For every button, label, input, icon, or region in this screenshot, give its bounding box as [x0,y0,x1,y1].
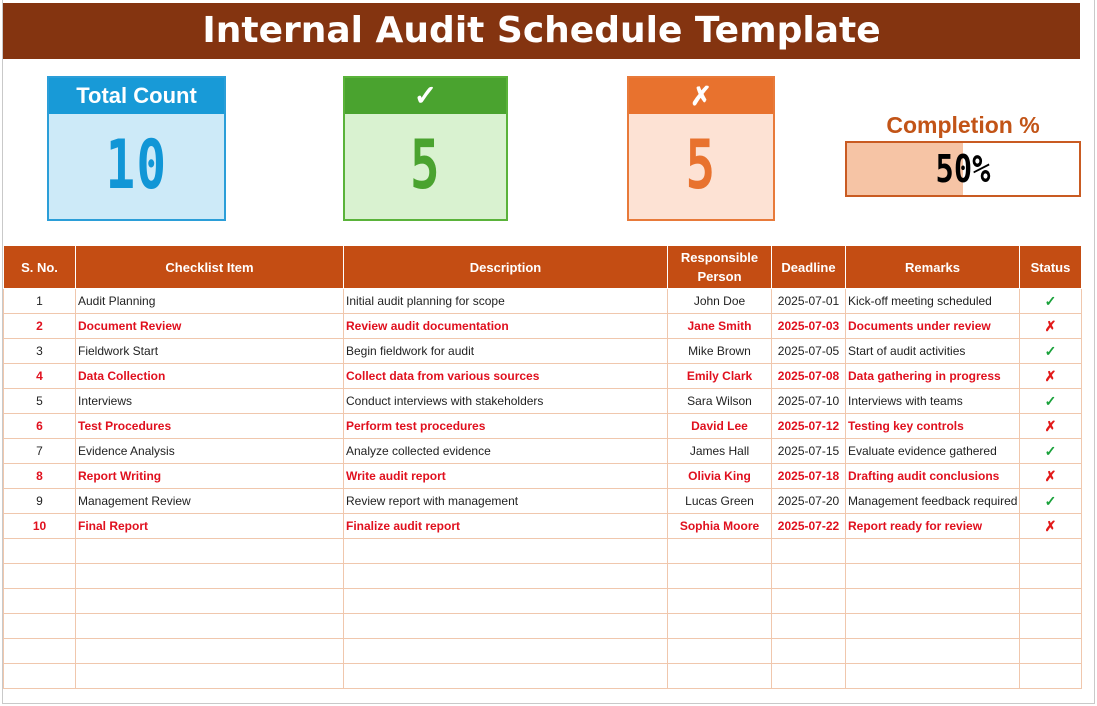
cell-responsible-person[interactable]: Emily Clark [668,364,772,389]
cell-description[interactable]: Analyze collected evidence [344,439,668,464]
cell-deadline[interactable]: 2025-07-15 [772,439,846,464]
cell-description[interactable]: Write audit report [344,464,668,489]
table-row [4,289,1082,314]
cell-checklist-item[interactable]: Fieldwork Start [76,339,344,364]
cell-checklist-item[interactable] [76,539,344,564]
cell-sno[interactable]: 2 [4,314,76,339]
cell-description[interactable]: Perform test procedures [344,414,668,439]
column-header-status[interactable]: Status [1020,246,1082,289]
cell-sno[interactable]: 7 [4,439,76,464]
cell-remarks[interactable] [846,539,1020,564]
cell-description[interactable]: Finalize audit report [344,514,668,539]
total-count-card [47,76,226,221]
table-row [4,464,1082,489]
audit-schedule-table [3,246,1082,689]
cell-description[interactable]: Review report with management [344,489,668,514]
empty-table-row [4,564,1082,589]
cell-sno[interactable] [4,539,76,564]
cell-sno[interactable] [4,589,76,614]
check-icon: ✓ [1044,292,1057,309]
cell-checklist-item[interactable] [76,664,344,689]
cross-icon: ✗ [1044,367,1057,384]
cell-deadline[interactable] [772,614,846,639]
table-row [4,439,1082,464]
cell-responsible-person[interactable]: Jane Smith [668,314,772,339]
cell-sno[interactable]: 1 [4,289,76,314]
completion-value: 50% [935,147,991,191]
cell-status[interactable] [1020,589,1082,614]
cell-status[interactable] [1020,564,1082,589]
cell-deadline[interactable]: 2025-07-03 [772,314,846,339]
cell-deadline[interactable]: 2025-07-08 [772,364,846,389]
cell-responsible-person[interactable]: James Hall [668,439,772,464]
page-title: Internal Audit Schedule Template [3,3,1080,59]
completed-count-card [343,76,508,221]
cell-deadline[interactable]: 2025-07-05 [772,339,846,364]
cross-icon: ✗ [1044,317,1057,334]
completed-count-value: 5 [410,126,441,205]
total-count-label: Total Count [49,78,224,114]
cell-description[interactable]: Collect data from various sources [344,364,668,389]
cross-icon: ✗ [1044,517,1057,534]
cell-description[interactable]: Begin fieldwork for audit [344,339,668,364]
cell-remarks[interactable] [846,639,1020,664]
cell-sno[interactable]: 4 [4,364,76,389]
cell-status[interactable] [1020,389,1082,414]
cell-deadline[interactable]: 2025-07-20 [772,489,846,514]
table-row [4,414,1082,439]
cell-description[interactable]: Review audit documentation [344,314,668,339]
cell-responsible-person[interactable]: Sara Wilson [668,389,772,414]
cell-responsible-person[interactable] [668,564,772,589]
cell-deadline[interactable]: 2025-07-01 [772,289,846,314]
cell-responsible-person[interactable]: Sophia Moore [668,514,772,539]
cell-responsible-person[interactable]: Mike Brown [668,339,772,364]
table-row [4,514,1082,539]
cell-responsible-person[interactable] [668,614,772,639]
cell-checklist-item[interactable] [76,564,344,589]
table-row [4,314,1082,339]
column-header-deadline[interactable]: Deadline [772,246,846,289]
cell-sno[interactable]: 9 [4,489,76,514]
cell-checklist-item[interactable]: Interviews [76,389,344,414]
column-header-checklist-item[interactable]: Checklist Item [76,246,344,289]
cell-description[interactable]: Conduct interviews with stakeholders [344,389,668,414]
cell-checklist-item[interactable]: Test Procedures [76,414,344,439]
cell-responsible-person[interactable]: David Lee [668,414,772,439]
cross-icon: ✗ [1044,417,1057,434]
column-header-responsible-person[interactable]: Responsible Person [668,246,772,289]
empty-table-row [4,639,1082,664]
empty-table-row [4,614,1082,639]
cell-remarks[interactable]: Drafting audit conclusions [846,464,1020,489]
cell-sno[interactable]: 8 [4,464,76,489]
cell-checklist-item[interactable] [76,639,344,664]
empty-table-row [4,664,1082,689]
table-header-row [4,246,1082,289]
cell-status[interactable] [1020,289,1082,314]
table-row [4,389,1082,414]
cell-description[interactable] [344,639,668,664]
cell-sno[interactable] [4,564,76,589]
cell-responsible-person[interactable]: Lucas Green [668,489,772,514]
cell-deadline[interactable]: 2025-07-18 [772,464,846,489]
cell-checklist-item[interactable]: Management Review [76,489,344,514]
cell-deadline[interactable] [772,539,846,564]
cell-status[interactable] [1020,314,1082,339]
cell-status[interactable] [1020,489,1082,514]
empty-table-row [4,589,1082,614]
check-icon: ✓ [1044,392,1057,409]
cell-sno[interactable] [4,614,76,639]
cell-status[interactable] [1020,664,1082,689]
cell-deadline[interactable] [772,564,846,589]
check-icon: ✓ [1044,442,1057,459]
cell-description[interactable]: Initial audit planning for scope [344,289,668,314]
cell-responsible-person[interactable] [668,589,772,614]
cell-remarks[interactable]: Report ready for review [846,514,1020,539]
cell-responsible-person[interactable] [668,664,772,689]
table-row [4,489,1082,514]
cell-remarks[interactable]: Management feedback required [846,489,1020,514]
pending-count-card [627,76,775,221]
cell-remarks[interactable]: Kick-off meeting scheduled [846,289,1020,314]
column-header-remarks[interactable]: Remarks [846,246,1020,289]
cell-sno[interactable] [4,639,76,664]
cell-checklist-item[interactable]: Evidence Analysis [76,439,344,464]
pending-count-value: 5 [685,126,717,205]
cell-status[interactable] [1020,339,1082,364]
cell-description[interactable] [344,539,668,564]
cell-sno[interactable]: 6 [4,414,76,439]
cell-sno[interactable]: 5 [4,389,76,414]
cell-remarks[interactable]: Documents under review [846,314,1020,339]
empty-table-row [4,539,1082,564]
cell-status[interactable] [1020,639,1082,664]
cell-description[interactable] [344,564,668,589]
cell-description[interactable] [344,614,668,639]
cell-remarks[interactable]: Start of audit activities [846,339,1020,364]
check-icon: ✓ [345,78,506,114]
cell-remarks[interactable]: Evaluate evidence gathered [846,439,1020,464]
cross-icon: ✗ [629,78,773,114]
total-count-value: 10 [105,126,168,205]
table-row [4,339,1082,364]
cell-checklist-item[interactable]: Data Collection [76,364,344,389]
cell-checklist-item[interactable] [76,614,344,639]
cell-deadline[interactable] [772,589,846,614]
cell-sno[interactable] [4,664,76,689]
cell-status[interactable] [1020,464,1082,489]
cell-status[interactable] [1020,414,1082,439]
check-icon: ✓ [1044,492,1057,509]
column-header-description[interactable]: Description [344,246,668,289]
cell-checklist-item[interactable]: Audit Planning [76,289,344,314]
cell-deadline[interactable]: 2025-07-10 [772,389,846,414]
cell-remarks[interactable]: Data gathering in progress [846,364,1020,389]
cell-description[interactable] [344,664,668,689]
completion-label: Completion % [886,112,1040,138]
cell-responsible-person[interactable] [668,539,772,564]
table-row [4,364,1082,389]
cell-status[interactable] [1020,539,1082,564]
column-header-sno[interactable]: S. No. [4,246,76,289]
cell-remarks[interactable]: Testing key controls [846,414,1020,439]
cell-sno[interactable]: 3 [4,339,76,364]
cell-remarks[interactable] [846,664,1020,689]
cross-icon: ✗ [1044,467,1057,484]
cell-deadline[interactable] [772,664,846,689]
cell-checklist-item[interactable] [76,589,344,614]
cell-checklist-item[interactable]: Final Report [76,514,344,539]
cell-remarks[interactable] [846,614,1020,639]
cell-remarks[interactable] [846,589,1020,614]
cell-checklist-item[interactable]: Document Review [76,314,344,339]
cell-deadline[interactable]: 2025-07-12 [772,414,846,439]
cell-deadline[interactable]: 2025-07-22 [772,514,846,539]
cell-status[interactable] [1020,439,1082,464]
cell-responsible-person[interactable]: John Doe [668,289,772,314]
cell-checklist-item[interactable]: Report Writing [76,464,344,489]
cell-description[interactable] [344,589,668,614]
cell-responsible-person[interactable]: Olivia King [668,464,772,489]
cell-status[interactable] [1020,614,1082,639]
cell-remarks[interactable]: Interviews with teams [846,389,1020,414]
cell-deadline[interactable] [772,639,846,664]
check-icon: ✓ [1044,342,1057,359]
cell-status[interactable] [1020,364,1082,389]
cell-responsible-person[interactable] [668,639,772,664]
cell-status[interactable] [1020,514,1082,539]
cell-remarks[interactable] [846,564,1020,589]
completion-progress-bar [845,141,1081,197]
cell-sno[interactable]: 10 [4,514,76,539]
